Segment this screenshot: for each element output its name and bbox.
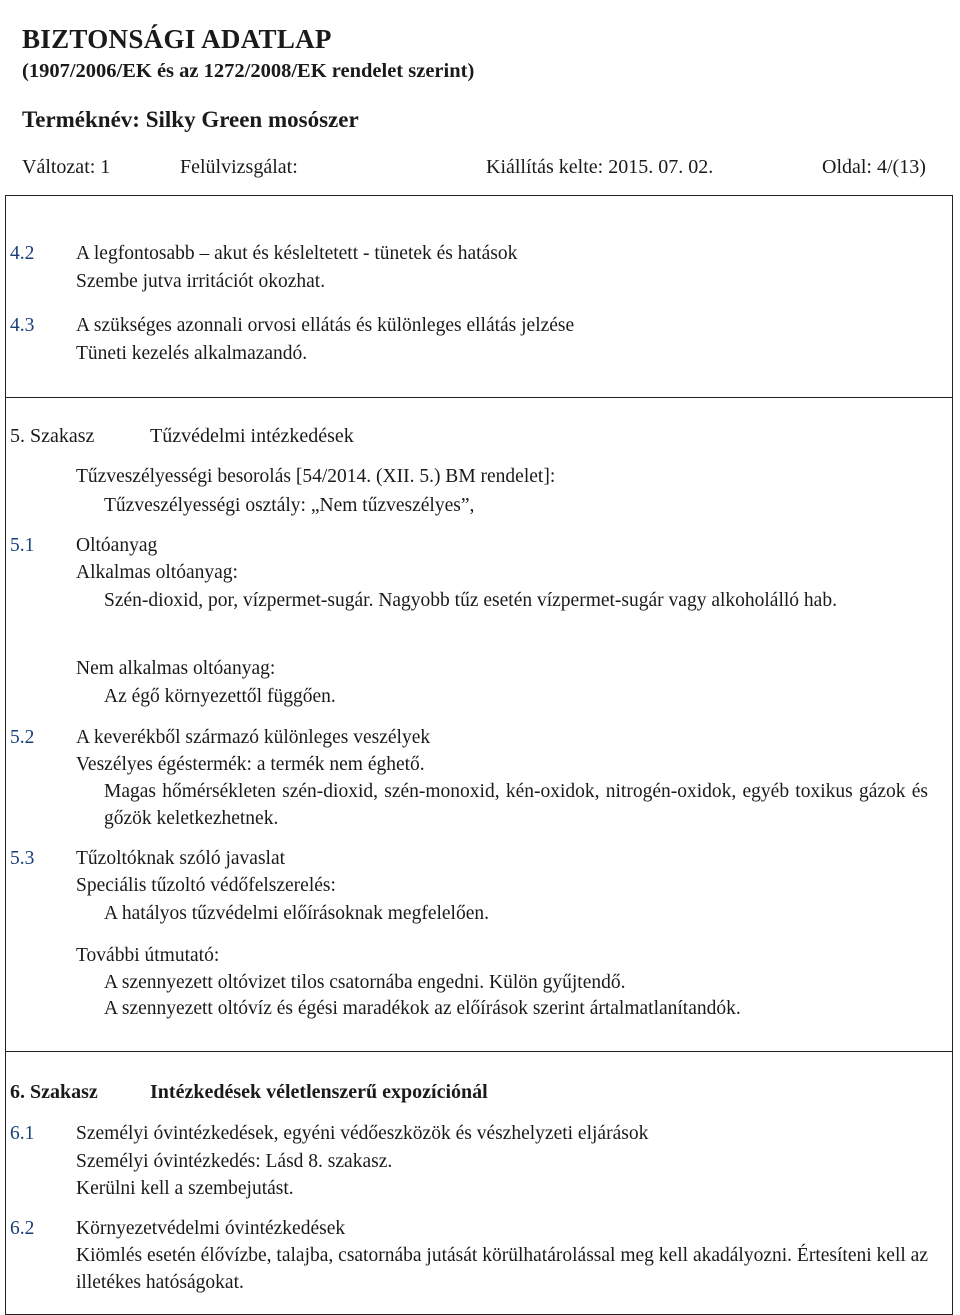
product-name: Terméknév: Silky Green mosószer [22, 107, 359, 132]
subsection-number: 6.1 [10, 1123, 35, 1144]
equipment-label: Speciális tűzoltó védőfelszerelés: [76, 875, 336, 896]
suitable-media-label: Alkalmas oltóanyag: [76, 562, 238, 583]
subsection-number: 6.2 [10, 1218, 35, 1239]
treatment-text: Tüneti kezelés alkalmazandó. [76, 343, 308, 364]
fire-classification: Tűzveszélyességi besorolás [54/2014. (XII. 5.) BM rendelet]: [76, 466, 556, 487]
subsection-number: 4.2 [10, 243, 35, 264]
environmental-text: Kiömlés esetén élővízbe, talajba, csatornába jutását körülhatárolással meg kell akadályozni. Értesíteni kell az illetékes hatóságokat. [76, 1245, 928, 1293]
unsuitable-media-text: Az égő környezettől függően. [104, 686, 336, 707]
issue-date: Kiállítás kelte: 2015. 07. 02. [486, 156, 714, 178]
fire-class-value: Tűzveszélyességi osztály: „Nem tűzveszélyes”, [104, 495, 475, 516]
suitable-media-text: Szén-dioxid, por, vízpermet-sugár. Nagyobb tűz esetén vízpermet-sugár vagy alkoholálló hab. [104, 590, 837, 611]
section-divider [5, 397, 953, 398]
further-text: A szennyezett oltóvizet tilos csatornába engedni. Külön gyűjtendő. [104, 972, 626, 993]
section-title: Tűzvédelmi intézkedések [150, 425, 354, 447]
symptoms-text: Szembe jutva irritációt okozhat. [76, 271, 326, 292]
section-title: Intézkedések véletlenszerű expozíciónál [150, 1081, 488, 1103]
regulation-subtitle: (1907/2006/EK és az 1272/2008/EK rendelet szerint) [22, 60, 475, 82]
subsection-title: Oltóanyag [76, 535, 158, 556]
section-label: 6. Szakasz [10, 1081, 98, 1103]
combustion-text: Magas hőmérsékleten szén-dioxid, szén-monoxid, kén-oxidok, nitrogén-oxidok, egyéb toxikus gázok és gőzök keletkezhetnek. [104, 781, 928, 829]
hazard-text: Veszélyes égéstermék: a termék nem éghető. [76, 754, 425, 775]
subsection-title: Személyi óvintézkedések, egyéni védőeszközök és vészhelyzeti eljárások [76, 1123, 649, 1144]
page-number: Oldal: 4/(13) [822, 156, 926, 178]
subsection-number: 5.3 [10, 848, 35, 869]
further-label: További útmutató: [76, 945, 220, 966]
personal-precaution-text: Kerülni kell a szembejutást. [76, 1178, 294, 1199]
revision-label: Felülvizsgálat: [180, 156, 298, 178]
subsection-title: Környezetvédelmi óvintézkedések [76, 1218, 346, 1239]
subsection-title: A szükséges azonnali orvosi ellátás és különleges ellátás jelzése [76, 315, 575, 336]
version-label: Változat: 1 [22, 156, 111, 178]
subsection-title: A legfontosabb – akut és késleltetett - tünetek és hatások [76, 243, 518, 264]
subsection-number: 5.1 [10, 535, 35, 556]
document-title: BIZTONSÁGI ADATLAP [22, 24, 332, 54]
subsection-title: Tűzoltóknak szóló javaslat [76, 848, 286, 869]
subsection-number: 5.2 [10, 727, 35, 748]
personal-precaution-text: Személyi óvintézkedés: Lásd 8. szakasz. [76, 1151, 393, 1172]
subsection-number: 4.3 [10, 315, 35, 336]
section-label: 5. Szakasz [10, 425, 95, 447]
unsuitable-media-label: Nem alkalmas oltóanyag: [76, 658, 276, 679]
subsection-title: A keverékből származó különleges veszélyek [76, 727, 431, 748]
further-text: A szennyezett oltóvíz és égési maradékok az előírások szerint ártalmatlanítandók. [104, 998, 741, 1019]
section-divider [5, 1051, 953, 1052]
equipment-text: A hatályos tűzvédelmi előírásoknak megfelelően. [104, 903, 490, 924]
